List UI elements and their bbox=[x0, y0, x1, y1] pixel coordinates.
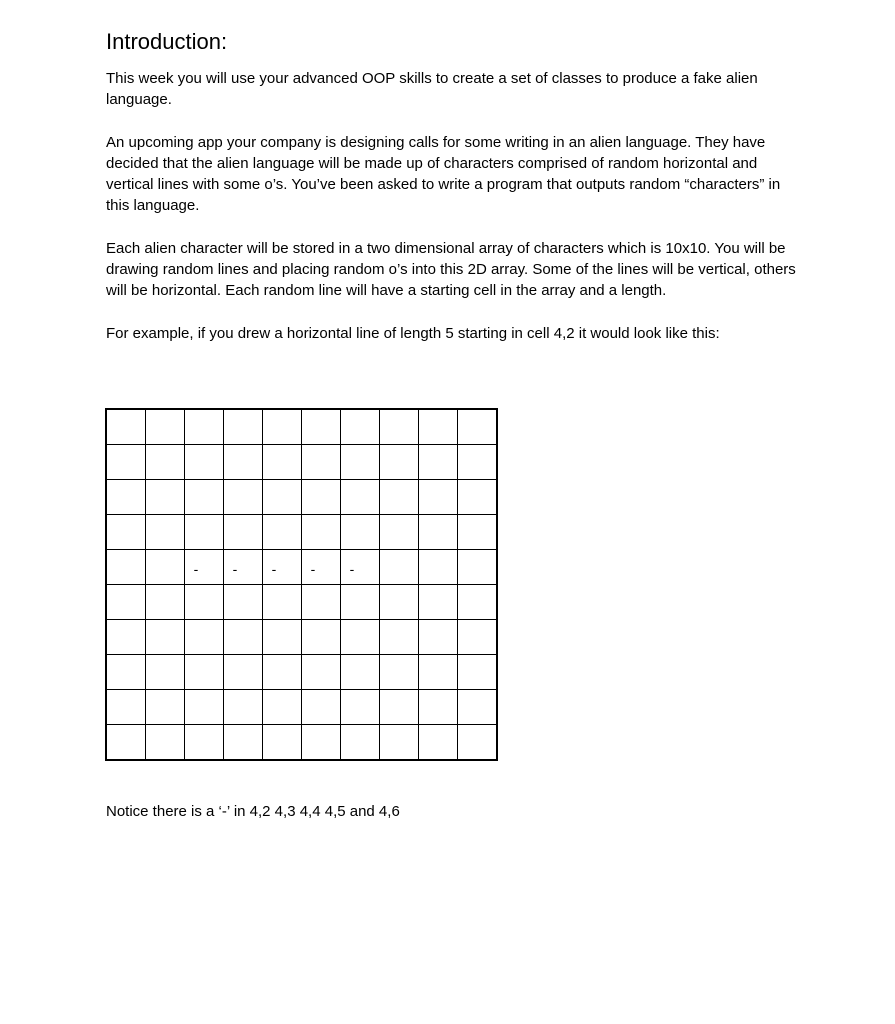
grid-cell bbox=[341, 620, 380, 655]
grid-cell bbox=[146, 620, 185, 655]
grid-cell bbox=[224, 585, 263, 620]
grid-cell bbox=[302, 725, 341, 761]
grid-cell bbox=[263, 690, 302, 725]
grid-cell bbox=[302, 480, 341, 515]
grid-cell bbox=[458, 409, 498, 445]
grid-cell bbox=[341, 445, 380, 480]
grid-cell bbox=[458, 725, 498, 761]
grid-row bbox=[106, 690, 497, 725]
grid-cell bbox=[263, 550, 302, 585]
grid-cell-value: - bbox=[193, 561, 199, 577]
character-grid-container bbox=[105, 408, 498, 761]
grid-cell bbox=[302, 585, 341, 620]
grid-cell bbox=[380, 655, 419, 690]
grid-cell bbox=[224, 620, 263, 655]
grid-cell bbox=[106, 480, 146, 515]
grid-cell bbox=[341, 550, 380, 585]
grid-cell bbox=[458, 550, 498, 585]
grid-cell bbox=[224, 515, 263, 550]
grid-cell bbox=[419, 620, 458, 655]
paragraph-array-description: Each alien character will be stored in a two dimensional array of characters which is 10x10. You will be drawing random lines and placing random o’s into this 2D array. Some of the lines will be vertical, others will be horizontal. Each random line will have a starting cell in the array and a length. bbox=[106, 239, 796, 300]
grid-cell bbox=[185, 690, 224, 725]
grid-cell bbox=[419, 725, 458, 761]
grid-cell bbox=[185, 445, 224, 480]
grid-row bbox=[106, 445, 497, 480]
document-body bbox=[106, 28, 806, 365]
grid-cell bbox=[302, 409, 341, 445]
page-title: Introduction: bbox=[106, 29, 228, 54]
grid-cell bbox=[380, 620, 419, 655]
grid-cell bbox=[263, 620, 302, 655]
grid-cell bbox=[341, 655, 380, 690]
grid-row bbox=[106, 655, 497, 690]
grid-cell bbox=[380, 725, 419, 761]
grid-row bbox=[106, 725, 497, 761]
grid-cell bbox=[419, 655, 458, 690]
grid-cell bbox=[185, 655, 224, 690]
grid-cell bbox=[302, 550, 341, 585]
grid-cell bbox=[341, 690, 380, 725]
grid-cell-value: - bbox=[349, 561, 355, 577]
grid-cell bbox=[146, 550, 185, 585]
grid-cell bbox=[106, 690, 146, 725]
grid-cell bbox=[419, 480, 458, 515]
grid-cell bbox=[224, 690, 263, 725]
grid-cell bbox=[419, 409, 458, 445]
grid-cell bbox=[263, 585, 302, 620]
grid-cell bbox=[146, 409, 185, 445]
grid-cell bbox=[146, 655, 185, 690]
grid-cell bbox=[302, 515, 341, 550]
grid-cell bbox=[263, 515, 302, 550]
grid-cell bbox=[106, 550, 146, 585]
grid-cell bbox=[106, 655, 146, 690]
grid-cell bbox=[341, 585, 380, 620]
grid-row bbox=[106, 480, 497, 515]
grid-cell bbox=[146, 725, 185, 761]
grid-cell bbox=[302, 620, 341, 655]
grid-cell bbox=[458, 515, 498, 550]
grid-cell bbox=[106, 620, 146, 655]
paragraph-intro: This week you will use your advanced OOP skills to create a set of classes to produce a fake alien language. bbox=[106, 70, 758, 109]
grid-cell bbox=[458, 655, 498, 690]
grid-cell bbox=[302, 690, 341, 725]
grid-cell bbox=[185, 550, 224, 585]
grid-row bbox=[106, 585, 497, 620]
grid-cell bbox=[380, 585, 419, 620]
grid-cell bbox=[341, 515, 380, 550]
grid-cell bbox=[146, 585, 185, 620]
grid-cell bbox=[458, 690, 498, 725]
grid-cell bbox=[185, 515, 224, 550]
grid-cell bbox=[380, 550, 419, 585]
grid-row bbox=[106, 620, 497, 655]
grid-cell bbox=[224, 725, 263, 761]
grid-cell bbox=[146, 690, 185, 725]
grid-cell bbox=[302, 655, 341, 690]
paragraph-app-description: An upcoming app your company is designing calls for some writing in an alien language. They have decided that the alien language will be made up of characters comprised of random horizontal and vertical lines with some o’s. You’ve been asked to write a program that outputs random “characters” in this language. bbox=[106, 133, 781, 215]
grid-row bbox=[106, 515, 497, 550]
grid-cell bbox=[185, 620, 224, 655]
grid-cell bbox=[263, 655, 302, 690]
grid-cell bbox=[419, 690, 458, 725]
grid-cell bbox=[185, 480, 224, 515]
grid-cell bbox=[263, 725, 302, 761]
grid-cell bbox=[224, 550, 263, 585]
grid-cell bbox=[185, 585, 224, 620]
grid-cell bbox=[146, 480, 185, 515]
grid-cell bbox=[263, 480, 302, 515]
grid-cell bbox=[224, 409, 263, 445]
grid-cell bbox=[458, 480, 498, 515]
grid-cell-value: - bbox=[310, 561, 316, 577]
grid-cell bbox=[302, 445, 341, 480]
grid-cell bbox=[380, 409, 419, 445]
grid-cell bbox=[146, 515, 185, 550]
grid-cell bbox=[419, 445, 458, 480]
grid-cell bbox=[263, 445, 302, 480]
grid-cell bbox=[224, 655, 263, 690]
grid-cell bbox=[106, 445, 146, 480]
grid-cell-value: - bbox=[271, 561, 277, 577]
grid-cell bbox=[380, 515, 419, 550]
grid-cell bbox=[380, 690, 419, 725]
grid-cell bbox=[185, 725, 224, 761]
grid-cell bbox=[458, 585, 498, 620]
grid-row bbox=[106, 550, 497, 585]
grid-cell bbox=[458, 620, 498, 655]
grid-cell bbox=[419, 550, 458, 585]
grid-cell bbox=[341, 409, 380, 445]
grid-cell bbox=[380, 480, 419, 515]
grid-cell bbox=[224, 480, 263, 515]
grid-cell bbox=[224, 445, 263, 480]
grid-cell-value: - bbox=[232, 561, 238, 577]
grid-cell bbox=[341, 480, 380, 515]
paragraph-example: For example, if you drew a horizontal line of length 5 starting in cell 4,2 it would look like this: bbox=[106, 324, 720, 342]
grid-cell bbox=[106, 515, 146, 550]
grid-cell bbox=[146, 445, 185, 480]
grid-cell bbox=[419, 585, 458, 620]
grid-cell bbox=[106, 585, 146, 620]
grid-cell bbox=[106, 409, 146, 445]
grid-cell bbox=[458, 445, 498, 480]
grid-cell bbox=[263, 409, 302, 445]
notice-text: Notice there is a ‘-’ in 4,2 4,3 4,4 4,5 and 4,6 bbox=[106, 803, 400, 820]
grid-cell bbox=[419, 515, 458, 550]
grid-cell bbox=[341, 725, 380, 761]
grid-row bbox=[106, 409, 497, 445]
character-grid bbox=[105, 408, 498, 761]
grid-cell bbox=[185, 409, 224, 445]
grid-cell bbox=[380, 445, 419, 480]
grid-cell bbox=[106, 725, 146, 761]
